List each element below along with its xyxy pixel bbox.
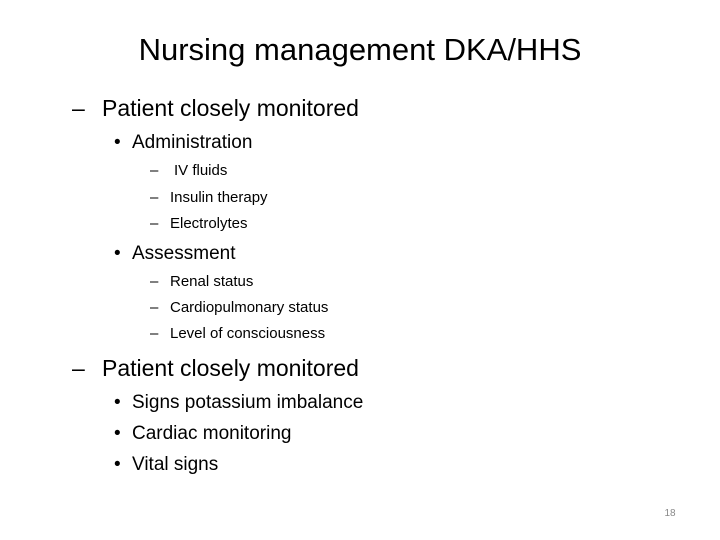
bullet-marker: • [114, 132, 121, 153]
sub-item-text: Electrolytes [170, 215, 248, 232]
bullet-item-text: Vital signs [132, 454, 219, 475]
bullet-item-text: Assessment [132, 243, 236, 264]
section-heading-text: Patient closely monitored [102, 95, 359, 121]
sub-item-text: Renal status [170, 273, 254, 290]
dash-marker: – [150, 215, 159, 232]
section-heading [72, 353, 359, 383]
sub-item [150, 298, 328, 318]
dash-marker: – [72, 355, 85, 381]
section-heading [72, 93, 359, 123]
dash-marker: – [150, 299, 159, 316]
section-heading-text: Patient closely monitored [102, 355, 359, 381]
bullet-marker: • [114, 243, 121, 264]
bullet-item [114, 422, 291, 446]
bullet-marker: • [114, 454, 121, 475]
slide-title: Nursing management DKA/HHS [138, 32, 582, 67]
dash-marker: – [150, 273, 159, 290]
bullet-item [114, 131, 252, 155]
sub-item-text: Insulin therapy [170, 189, 268, 206]
sub-item [150, 188, 268, 208]
bullet-marker: • [114, 423, 121, 444]
bullet-item [114, 242, 235, 266]
sub-item [150, 324, 325, 344]
bullet-item [114, 391, 363, 415]
sub-item [150, 214, 248, 234]
bullet-marker: • [114, 392, 121, 413]
bullet-item [114, 453, 218, 477]
sub-item-text: Level of consciousness [170, 325, 326, 342]
sub-item [150, 272, 253, 292]
dash-marker: – [150, 162, 159, 179]
page-number: 18 [664, 508, 676, 519]
bullet-item-text: Administration [132, 132, 253, 153]
sub-item-text: IV fluids [174, 162, 228, 179]
dash-marker: – [72, 95, 85, 121]
dash-marker: – [150, 189, 159, 206]
bullet-item-text: Signs potassium imbalance [132, 392, 364, 413]
dash-marker: – [150, 325, 159, 342]
sub-item [150, 161, 227, 181]
sub-item-text: Cardiopulmonary status [170, 299, 329, 316]
bullet-item-text: Cardiac monitoring [132, 423, 292, 444]
